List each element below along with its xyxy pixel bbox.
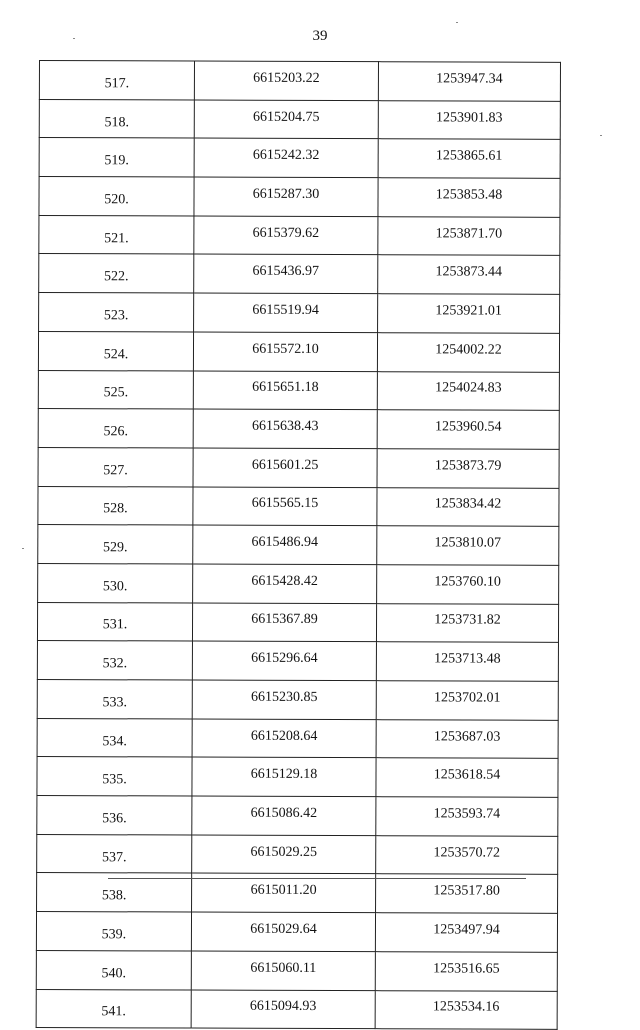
point-number-cell: 521.: [39, 215, 194, 254]
point-number-cell: 529.: [38, 525, 193, 564]
page-bottom-rule: [108, 878, 526, 879]
table-row: [37, 602, 558, 643]
x-coordinate-cell: 6615129.18: [192, 757, 376, 796]
y-coordinate-cell: 1253687.03: [376, 719, 558, 758]
x-coordinate-cell: 6615572.10: [193, 332, 377, 371]
table-row: [37, 873, 558, 914]
table-row: [37, 718, 558, 759]
table-row: [37, 757, 558, 798]
y-coordinate-cell: 1253834.42: [377, 487, 559, 526]
x-coordinate-cell: 6615230.85: [192, 680, 376, 719]
table-row: [38, 486, 559, 527]
point-number-cell: 541.: [36, 989, 191, 1028]
y-coordinate-cell: 1253702.01: [376, 681, 558, 720]
x-coordinate-cell: 6615029.25: [192, 835, 376, 874]
point-number-cell: 527.: [38, 447, 193, 486]
y-coordinate-cell: 1253873.79: [377, 449, 559, 488]
x-coordinate-cell: 6615011.20: [192, 873, 376, 912]
point-number-cell: 522.: [39, 254, 194, 293]
y-coordinate-cell: 1254002.22: [377, 332, 559, 371]
x-coordinate-cell: 6615208.64: [192, 719, 376, 758]
table-row: [39, 215, 560, 256]
table-row: [39, 293, 560, 334]
x-coordinate-cell: 6615519.94: [194, 293, 378, 332]
table-row: [37, 641, 558, 682]
x-coordinate-cell: 6615651.18: [193, 371, 377, 410]
scan-speck: [22, 548, 24, 549]
table-row: [38, 563, 559, 604]
y-coordinate-cell: 1253873.44: [378, 255, 560, 294]
table-row: [39, 177, 560, 218]
point-number-cell: 532.: [37, 641, 192, 680]
point-number-cell: 531.: [37, 602, 192, 641]
table-row: [36, 950, 557, 991]
x-coordinate-cell: 6615296.64: [192, 641, 376, 680]
table-row: [37, 834, 558, 875]
y-coordinate-cell: 1253947.34: [378, 62, 560, 101]
point-number-cell: 517.: [39, 61, 194, 100]
point-number-cell: 538.: [37, 873, 192, 912]
y-coordinate-cell: 1253901.83: [378, 100, 560, 139]
x-coordinate-cell: 6615242.32: [194, 138, 378, 177]
point-number-cell: 535.: [37, 757, 192, 796]
y-coordinate-cell: 1253760.10: [377, 565, 559, 604]
table-row: [39, 99, 560, 140]
y-coordinate-cell: 1253534.16: [375, 990, 557, 1029]
coordinates-table: [36, 60, 561, 1030]
x-coordinate-cell: 6615287.30: [194, 177, 378, 216]
y-coordinate-cell: 1253921.01: [378, 294, 560, 333]
table-row: [39, 61, 560, 102]
point-number-cell: 518.: [39, 99, 194, 138]
x-coordinate-cell: 6615029.64: [191, 912, 375, 951]
point-number-cell: 526.: [38, 409, 193, 448]
point-number-cell: 525.: [38, 370, 193, 409]
point-number-cell: 537.: [37, 834, 192, 873]
y-coordinate-cell: 1253871.70: [378, 216, 560, 255]
y-coordinate-cell: 1253960.54: [377, 410, 559, 449]
x-coordinate-cell: 6615601.25: [193, 448, 377, 487]
x-coordinate-cell: 6615204.75: [194, 100, 378, 139]
table-row: [37, 679, 558, 720]
x-coordinate-cell: 6615203.22: [194, 61, 378, 100]
point-number-cell: 528.: [38, 486, 193, 525]
point-number-cell: 536.: [37, 796, 192, 835]
table-row: [36, 989, 557, 1030]
point-number-cell: 519.: [39, 138, 194, 177]
scan-speck: [456, 22, 458, 23]
page-number: 39: [312, 28, 328, 44]
y-coordinate-cell: 1253865.61: [378, 139, 560, 178]
x-coordinate-cell: 6615436.97: [194, 254, 378, 293]
x-coordinate-cell: 6615638.43: [193, 409, 377, 448]
y-coordinate-cell: 1254024.83: [377, 371, 559, 410]
x-coordinate-cell: 6615428.42: [193, 564, 377, 603]
y-coordinate-cell: 1253810.07: [377, 526, 559, 565]
y-coordinate-cell: 1253517.80: [376, 874, 558, 913]
x-coordinate-cell: 6615565.15: [193, 487, 377, 526]
point-number-cell: 524.: [38, 331, 193, 370]
table-row: [36, 912, 557, 953]
y-coordinate-cell: 1253593.74: [376, 797, 558, 836]
y-coordinate-cell: 1253618.54: [376, 758, 558, 797]
x-coordinate-cell: 6615379.62: [194, 216, 378, 255]
x-coordinate-cell: 6615486.94: [193, 525, 377, 564]
x-coordinate-cell: 6615367.89: [192, 603, 376, 642]
x-coordinate-cell: 6615094.93: [191, 990, 375, 1029]
point-number-cell: 520.: [39, 177, 194, 216]
scan-speck: [600, 135, 602, 136]
table-row: [38, 331, 559, 372]
point-number-cell: 533.: [37, 679, 192, 718]
coordinates-table-body: [36, 61, 560, 1030]
table-row: [38, 370, 559, 411]
point-number-cell: 534.: [37, 718, 192, 757]
y-coordinate-cell: 1253853.48: [378, 178, 560, 217]
point-number-cell: 523.: [39, 293, 194, 332]
y-coordinate-cell: 1253731.82: [376, 603, 558, 642]
table-row: [39, 138, 560, 179]
y-coordinate-cell: 1253516.65: [375, 951, 557, 990]
table-row: [38, 447, 559, 488]
scan-speck: [73, 38, 75, 39]
x-coordinate-cell: 6615086.42: [192, 796, 376, 835]
y-coordinate-cell: 1253713.48: [376, 642, 558, 681]
x-coordinate-cell: 6615060.11: [191, 951, 375, 990]
point-number-cell: 539.: [36, 912, 191, 951]
y-coordinate-cell: 1253497.94: [375, 913, 557, 952]
table-row: [38, 409, 559, 450]
table-row: [39, 254, 560, 295]
y-coordinate-cell: 1253570.72: [376, 835, 558, 874]
point-number-cell: 530.: [38, 563, 193, 602]
table-row: [37, 796, 558, 837]
point-number-cell: 540.: [36, 950, 191, 989]
table-row: [38, 525, 559, 566]
